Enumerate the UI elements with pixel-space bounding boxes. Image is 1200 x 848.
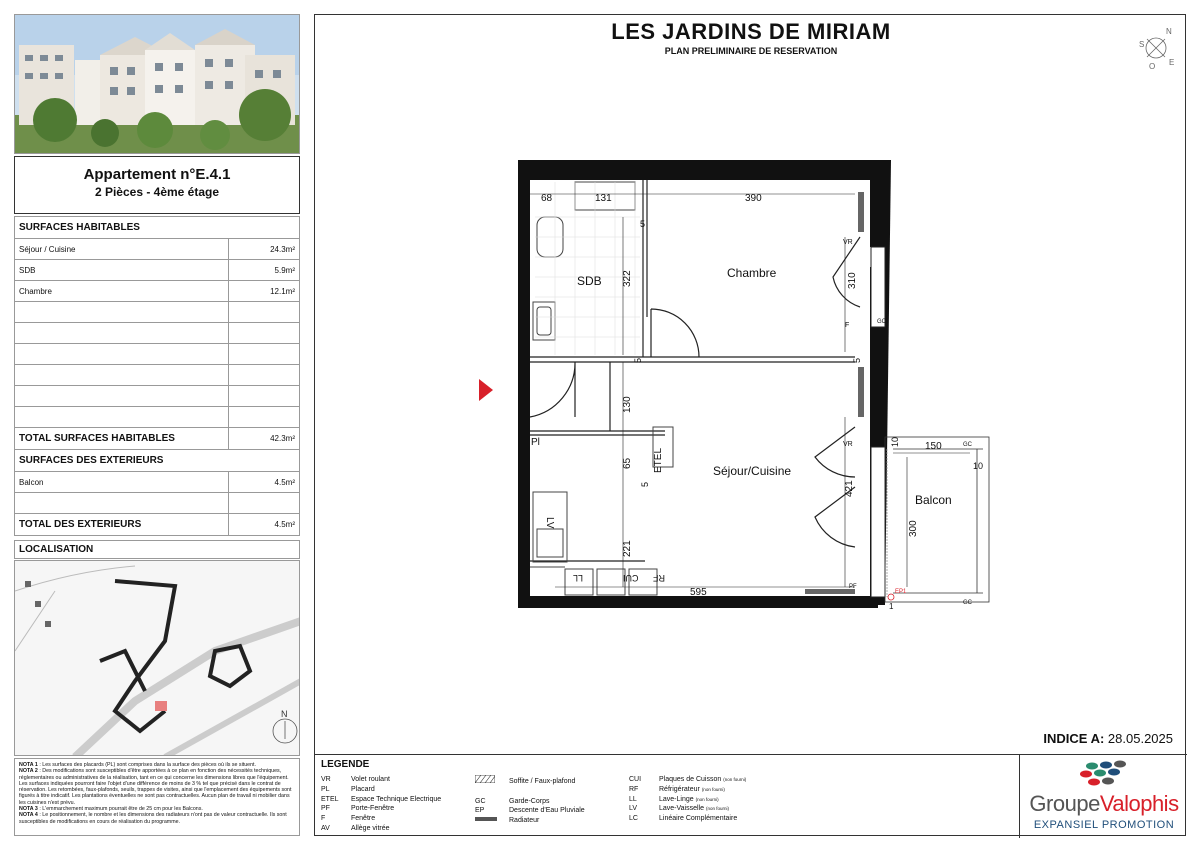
compass-o: O bbox=[1149, 62, 1156, 71]
dim-68: 68 bbox=[541, 193, 553, 204]
dim-421: 421 bbox=[844, 480, 855, 497]
dim-5c: 5 bbox=[852, 357, 862, 363]
table-row-empty bbox=[15, 493, 300, 514]
table-row bbox=[15, 472, 300, 493]
label-rf: RF bbox=[653, 573, 665, 583]
row-label: Séjour / Cuisine bbox=[15, 239, 229, 260]
room-balcon: Balcon bbox=[915, 493, 952, 507]
list-item: Radiateur bbox=[475, 816, 585, 826]
label-etel: ETEL bbox=[653, 447, 664, 473]
compass-n: N bbox=[1166, 27, 1172, 36]
row-label: Chambre bbox=[15, 281, 229, 302]
row-label: Balcon bbox=[15, 472, 229, 493]
table-row-empty bbox=[15, 344, 300, 365]
legend-col-1 bbox=[321, 775, 441, 834]
localisation-heading: LOCALISATION bbox=[14, 540, 300, 559]
total-label: TOTAL SURFACES HABITABLES bbox=[15, 428, 229, 450]
surfaces-table bbox=[14, 216, 300, 536]
plan-frame bbox=[314, 14, 1186, 836]
indice-block bbox=[1043, 731, 1173, 746]
dim-5d: 5 bbox=[640, 481, 650, 487]
list-item: Soffite / Faux-plafond bbox=[475, 775, 585, 787]
list-item: AV Allège vitrée bbox=[321, 824, 390, 832]
legend bbox=[315, 754, 1187, 837]
room-chambre: Chambre bbox=[727, 266, 777, 280]
list-item: LV Lave-Vaisselle (non fourni) bbox=[629, 805, 729, 813]
exterior-heading: SURFACES DES EXTERIEURS bbox=[15, 450, 300, 472]
brand-subtitle: EXPANSIEL PROMOTION bbox=[1033, 819, 1175, 831]
dim-221: 221 bbox=[622, 540, 633, 557]
label-gc1: GC bbox=[877, 319, 886, 325]
dim-390: 390 bbox=[745, 193, 762, 204]
brand-dots-icon bbox=[1078, 760, 1134, 790]
dim-131: 131 bbox=[595, 193, 612, 204]
entrance-arrow-icon bbox=[479, 379, 495, 401]
label-cui: CUI bbox=[623, 573, 639, 583]
label-ll: LL bbox=[573, 573, 584, 583]
apartment-title: Appartement n°E.4.1 bbox=[83, 166, 231, 183]
dim-5a: 5 bbox=[640, 219, 646, 229]
dim-300: 300 bbox=[908, 520, 919, 537]
apartment-subtitle: 2 Pièces - 4ème étage bbox=[94, 185, 220, 199]
apartment-title-box bbox=[14, 156, 300, 214]
label-lv: LV bbox=[544, 517, 555, 529]
list-item: PL Placard bbox=[321, 785, 375, 793]
label-pl: Pl bbox=[531, 437, 540, 448]
table-row-empty bbox=[15, 323, 300, 344]
row-value: 12.1m² bbox=[229, 281, 300, 302]
plan-subtitle: PLAN PRELIMINAIRE DE RESERVATION bbox=[664, 46, 838, 56]
table-row bbox=[15, 239, 300, 260]
table-row-empty bbox=[15, 407, 300, 428]
table-row-empty bbox=[15, 302, 300, 323]
dim-322: 322 bbox=[622, 270, 633, 287]
table-row-empty bbox=[15, 365, 300, 386]
list-item: RF Réfrigérateur (non fourni) bbox=[629, 785, 725, 793]
dim-5b: 5 bbox=[633, 357, 643, 363]
dim-150: 150 bbox=[925, 441, 942, 452]
dim-310: 310 bbox=[847, 272, 858, 289]
site-plan-map bbox=[15, 561, 300, 756]
table-row bbox=[15, 260, 300, 281]
floor-plan bbox=[515, 157, 995, 617]
localisation-map bbox=[14, 560, 300, 756]
building-render-image bbox=[14, 14, 300, 154]
label-gc3: GC bbox=[963, 600, 972, 606]
label-gc2: GC bbox=[963, 442, 972, 448]
legend-col-2 bbox=[475, 775, 585, 826]
dim-65: 65 bbox=[622, 457, 633, 469]
project-title: LES JARDINS DE MIRIAM bbox=[611, 19, 891, 44]
radiator-icon bbox=[475, 816, 497, 822]
brand-name: GroupeValophis bbox=[1029, 791, 1179, 816]
soffite-hatch-icon bbox=[475, 775, 495, 783]
dim-595: 595 bbox=[690, 587, 707, 598]
room-sdb: SDB bbox=[577, 274, 602, 288]
room-sejour: Séjour/Cuisine bbox=[713, 464, 792, 478]
list-item: GC Garde-Corps bbox=[475, 797, 550, 805]
habitable-heading: SURFACES HABITABLES bbox=[15, 217, 300, 239]
info-panel bbox=[14, 14, 300, 836]
legend-col-3 bbox=[629, 775, 746, 824]
dim-10b: 10 bbox=[973, 461, 984, 471]
compass-icon bbox=[1133, 25, 1179, 71]
table-row-empty bbox=[15, 386, 300, 407]
indice-label: INDICE A: bbox=[1043, 731, 1105, 746]
list-item: VR Volet roulant bbox=[321, 776, 390, 783]
label-ep: EP1 bbox=[895, 589, 907, 595]
legend-title: LEGENDE bbox=[321, 759, 370, 770]
dim-130: 130 bbox=[622, 396, 633, 413]
label-vr1: VR bbox=[843, 239, 853, 246]
total-label: TOTAL DES EXTERIEURS bbox=[15, 514, 229, 536]
compass-e: E bbox=[1169, 58, 1175, 67]
row-value: 24.3m² bbox=[229, 239, 300, 260]
brand-logo bbox=[1019, 755, 1187, 838]
list-item: LC Linéaire Complémentaire bbox=[629, 815, 738, 823]
table-row bbox=[15, 281, 300, 302]
row-label: SDB bbox=[15, 260, 229, 281]
compass-s: S bbox=[1139, 40, 1145, 49]
label-vr2: VR bbox=[843, 441, 853, 448]
dim-1: 1 bbox=[889, 602, 894, 611]
notes-block: NOTA 1 : Les surfaces des placards (PL) sont comprises dans la surface des pièces où ils se situent. NOTA 2 : Des modifications sont susceptibles d'être apportées à ce plan en fonction des nécessités techniques, réglementaires ou administratives de la réalisation, tant en ce qui concerne les dimensions libres que l'équipement. Les surfaces indiquées pourront faire l'objet d'une différence de moins de 3 % tel que précisé dans le contrat de réservation. Les retombées, faux-plafonds, seuils, trappes de visites, ainsi que l'emplacement des équipements sont figurés à titre indicatif. Les plantations éventuelles ne sont pas contractuelles. Aucun plan de travail ni mobilier dans les cuisines n'est prévu. NOTA 3 : L'emmarchement maximum pourrait être de 25 cm pour les Balcons. NOTA 4 : Le positionnement, le nombre et les dimensions des radiateurs n'ont pas de valeur contractuelle. Ils sont susceptibles de modifications en cours de réalisation du programme. bbox=[14, 758, 300, 836]
row-value: 5.9m² bbox=[229, 260, 300, 281]
row-value: 4.5m² bbox=[229, 472, 300, 493]
list-item: PF Porte-Fenêtre bbox=[321, 805, 395, 813]
total-exterior-row bbox=[15, 514, 300, 536]
total-habitable-row bbox=[15, 428, 300, 450]
total-value: 42.3m² bbox=[229, 428, 300, 450]
building-illustration bbox=[15, 15, 300, 154]
list-item: ETEL Espace Technique Electrique bbox=[321, 795, 442, 803]
label-f: F bbox=[845, 322, 850, 329]
list-item: EP Descente d'Eau Pluviale bbox=[475, 807, 585, 815]
north-label: N bbox=[281, 709, 288, 719]
indice-date: 28.05.2025 bbox=[1107, 731, 1173, 746]
dim-10a: 10 bbox=[890, 436, 900, 447]
label-pf: PF bbox=[849, 584, 857, 590]
list-item: LL Lave-Linge (non fourni) bbox=[629, 795, 719, 803]
list-item: F Fenêtre bbox=[321, 815, 376, 823]
total-value: 4.5m² bbox=[229, 514, 300, 536]
list-item: CUI Plaques de Cuisson (non fourni) bbox=[629, 776, 747, 783]
